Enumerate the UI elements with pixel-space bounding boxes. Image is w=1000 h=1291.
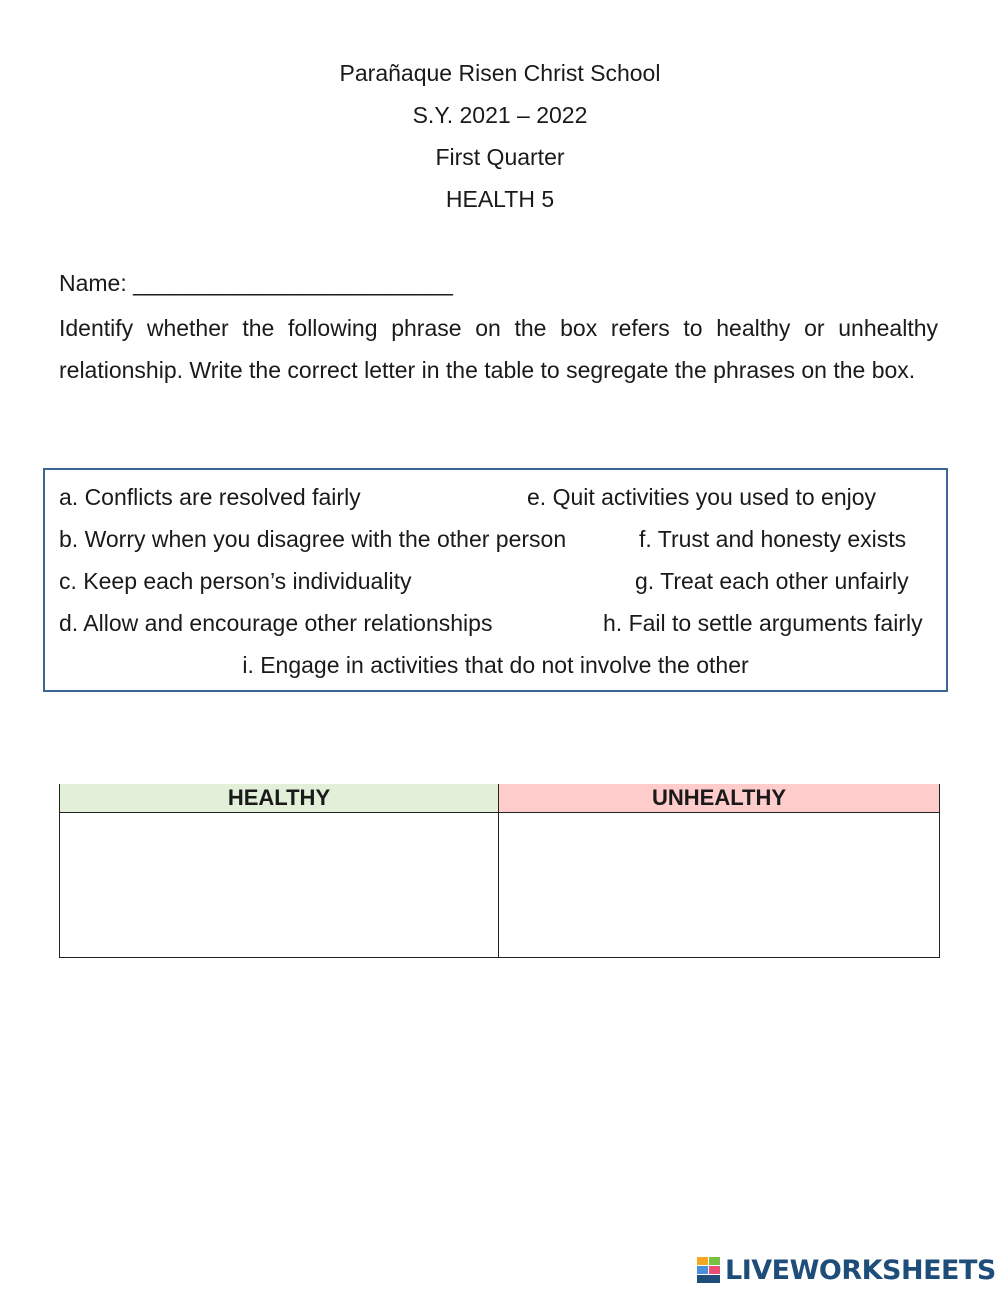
phrase-box	[43, 468, 948, 692]
logo-text: LIVEWORKSHEETS	[725, 1254, 996, 1286]
answer-table	[59, 784, 940, 958]
school-year: S.Y. 2021 – 2022	[412, 102, 588, 128]
subject-title: HEALTH 5	[445, 186, 555, 212]
unhealthy-header: UNHEALTHY	[499, 784, 940, 813]
phrase-f: f. Trust and honesty exists	[639, 526, 907, 552]
healthy-answer-cell[interactable]	[60, 813, 499, 958]
phrase-i: i. Engage in activities that do not involve the other	[242, 652, 749, 678]
phrase-b: b. Worry when you disagree with the other person	[59, 526, 567, 552]
liveworksheets-logo	[697, 1255, 996, 1285]
quarter: First Quarter	[435, 144, 565, 170]
phrase-a: a. Conflicts are resolved fairly	[59, 484, 361, 510]
name-field[interactable]: Name: _________________________	[59, 270, 453, 296]
phrase-c: c. Keep each person’s individuality	[59, 568, 412, 594]
phrase-g: g. Treat each other unfairly	[635, 568, 909, 594]
phrase-h: h. Fail to settle arguments fairly	[603, 610, 923, 636]
school-name: Parañaque Risen Christ School	[339, 60, 661, 86]
phrase-e: e. Quit activities you used to enjoy	[527, 484, 877, 510]
healthy-header: HEALTHY	[60, 784, 499, 813]
unhealthy-answer-cell[interactable]	[499, 813, 940, 958]
phrase-d: d. Allow and encourage other relationships	[59, 610, 493, 636]
liveworksheets-logo-icon	[697, 1257, 721, 1283]
instructions: Identify whether the following phrase on the box refers to healthy or unhealthy relationship. Write the correct letter in the table to segregate the phrases on the box.	[59, 315, 938, 383]
